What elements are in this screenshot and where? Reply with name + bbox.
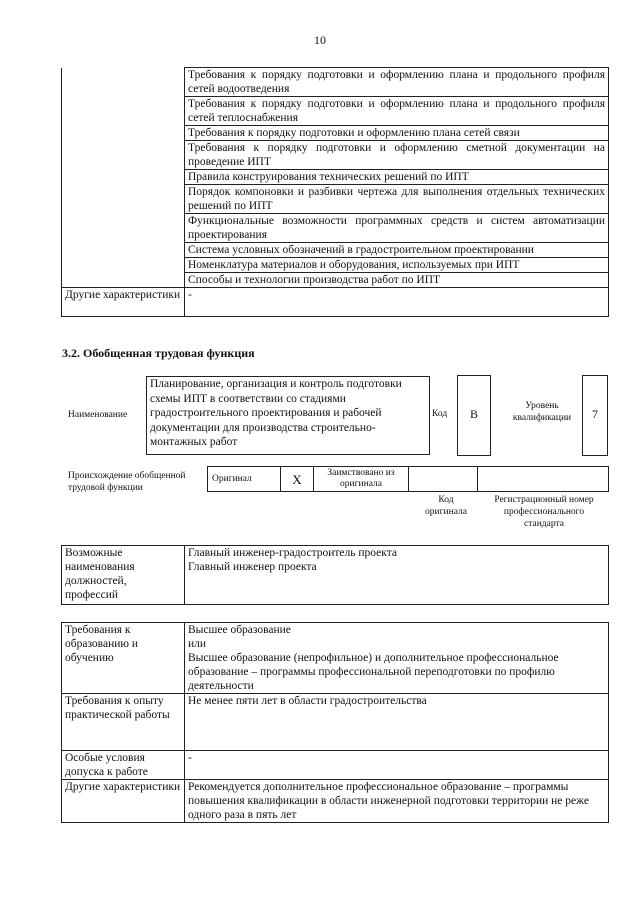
- knowledge-item: Требования к порядку подготовки и оформлению сметной документации на проведение ИПТ: [185, 141, 609, 170]
- positions-value: [185, 546, 609, 605]
- origin-code-cell: [409, 467, 478, 492]
- section-heading: 3.2. Обобщенная трудовая функция: [62, 346, 255, 360]
- origin-label: Происхождение обобщенной трудовой функции: [68, 471, 186, 493]
- origin-table: [207, 466, 609, 492]
- knowledge-item: Система условных обозначений в градостроительном проектировании: [185, 243, 609, 258]
- table-row: [208, 467, 609, 492]
- knowledge-item: Порядок компоновки и разбивки чертежа для выполнения отдельных технических решений по ИПТ: [185, 185, 609, 214]
- gtf-name-label: Наименование: [68, 410, 128, 420]
- requirement-line: -: [188, 752, 192, 764]
- requirement-label: Особые условия допуска к работе: [62, 751, 185, 780]
- table-row: [62, 68, 609, 97]
- original-label: Оригинал: [208, 467, 281, 492]
- table-row: [62, 694, 609, 751]
- other-characteristics-label: Другие характеристики: [62, 288, 185, 317]
- table-row: [62, 780, 609, 823]
- gtf-name-value: Планирование, организация и контроль подготовки схемы ИПТ в соответствии со стадиями градостроительного проектирования и рабочей документации для производства строительно-монтажных работ: [146, 376, 430, 455]
- gtf-code-label: Код: [432, 409, 448, 419]
- gtf-level-label: Уровень квалификации: [512, 401, 572, 423]
- requirement-label: Другие характеристики: [62, 780, 185, 823]
- requirement-value: [185, 751, 609, 780]
- requirement-line: Высшее образование (непрофильное) и дополнительное профессиональное образование – программы профессиональной переподготовки по профилю деятельности: [188, 652, 559, 692]
- table-row: [62, 751, 609, 780]
- requirement-line: Не менее пяти лет в области градостроительства: [188, 695, 427, 707]
- gtf-code-value: B: [469, 407, 478, 421]
- requirement-line: или: [188, 638, 207, 650]
- table-row: [62, 623, 609, 694]
- knowledge-item: Требования к порядку подготовки и оформлению плана и продольного профиля сетей теплоснабжения: [185, 97, 609, 126]
- knowledge-item: Функциональные возможности программных средств и систем автоматизации проектирования: [185, 214, 609, 243]
- requirement-line: Рекомендуется дополнительное профессиональное образование – программы повышения квалификации в области инженерной подготовки территории не реже одного раза в пять лет: [188, 781, 590, 821]
- original-mark: X: [281, 467, 314, 492]
- knowledge-item: Номенклатура материалов и оборудования, используемых при ИПТ: [185, 258, 609, 273]
- positions-label: Возможные наименования должностей, профессий: [62, 546, 185, 605]
- requirement-label: Требования к опыту практической работы: [62, 694, 185, 751]
- origin-reg-caption: Регистрационный номер профессионального стандарта: [494, 495, 594, 529]
- knowledge-item: Требования к порядку подготовки и оформлению плана и продольного профиля сетей водоотведения: [185, 68, 609, 97]
- requirement-value: [185, 694, 609, 751]
- knowledge-item: Способы и технологии производства работ по ИПТ: [185, 273, 609, 288]
- gtf-code-box: [457, 375, 491, 456]
- page-number: 10: [314, 33, 326, 47]
- table-row: [62, 288, 609, 317]
- position-item: Главный инженер-градостроитель проекта: [188, 547, 397, 559]
- position-item: Главный инженер проекта: [188, 561, 317, 573]
- borrowed-label: Заимствовано из оригинала: [314, 467, 409, 492]
- table-row: [62, 546, 609, 605]
- requirement-value: [185, 780, 609, 823]
- gtf-level-value: 7: [592, 407, 598, 421]
- requirement-label: Требования к образованию и обучению: [62, 623, 185, 694]
- table-key-cell: [62, 68, 185, 288]
- requirements-table: [61, 622, 609, 823]
- positions-table: [61, 545, 609, 605]
- origin-code-caption: Код оригинала: [425, 495, 467, 517]
- other-characteristics-value: -: [185, 288, 609, 317]
- knowledge-item: Требования к порядку подготовки и оформлению плана сетей связи: [185, 126, 609, 141]
- gtf-level-box: [582, 375, 608, 456]
- requirement-value: [185, 623, 609, 694]
- origin-reg-cell: [478, 467, 609, 492]
- requirement-line: Высшее образование: [188, 624, 291, 636]
- knowledge-table: [61, 67, 609, 317]
- knowledge-item: Правила конструирования технических решений по ИПТ: [185, 170, 609, 185]
